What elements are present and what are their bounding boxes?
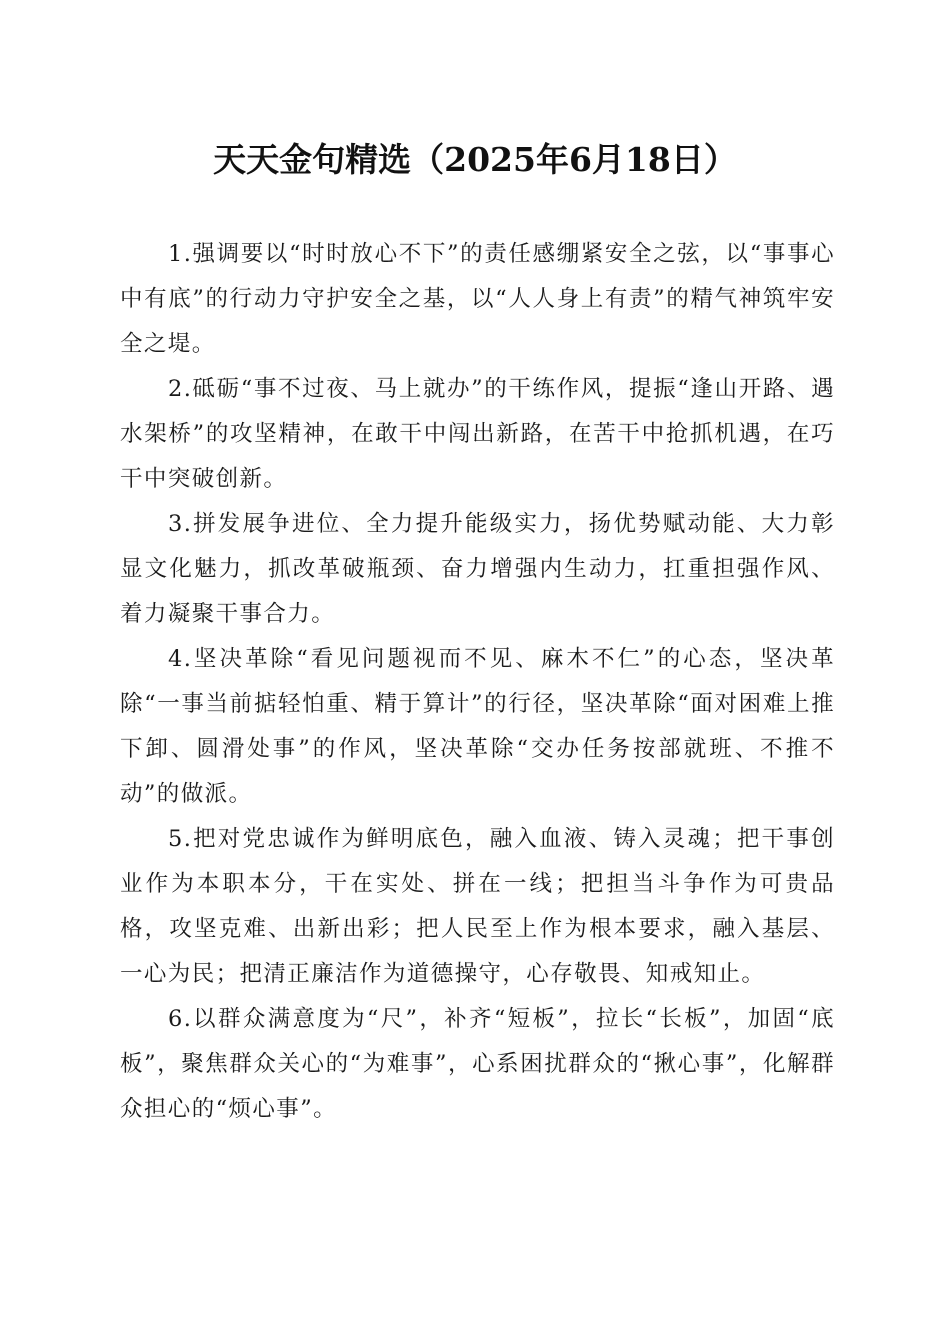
paragraph-5: 5.把对党忠诚作为鲜明底色，融入血液、铸入灵魂；把干事创业作为本职本分，干在实处、拼在一线；把担当斗争作为可贵品格，攻坚克难、出新出彩；把人民至上作为根本要求，融入基层、一心为民；把清正廉洁作为道德操守，心存敬畏、知戒知止。 <box>120 826 835 987</box>
paragraph-6: 6.以群众满意度为“尺”，补齐“短板”，拉长“长板”，加固“底板”，聚焦群众关心的“为难事”，心系困扰群众的“揪心事”，化解群众担心的“烦心事”。 <box>120 1006 835 1122</box>
page-title: 天天金句精选（2025年6月18日） <box>213 140 737 179</box>
document-body <box>120 232 835 1132</box>
paragraph-2: 2.砥砺“事不过夜、马上就办”的干练作风，提振“逢山开路、遇水架桥”的攻坚精神，在敢干中闯出新路，在苦干中抢抓机遇，在巧干中突破创新。 <box>120 376 835 492</box>
paragraph-1: 1.强调要以“时时放心不下”的责任感绷紧安全之弦，以“事事心中有底”的行动力守护安全之基，以“人人身上有责”的精气神筑牢安全之堤。 <box>120 241 835 357</box>
paragraph-3: 3.拼发展争进位、全力提升能级实力，扬优势赋动能、大力彰显文化魅力，抓改革破瓶颈、奋力增强内生动力，扛重担强作风、着力凝聚干事合力。 <box>120 511 835 627</box>
paragraph-4: 4.坚决革除“看见问题视而不见、麻木不仁”的心态，坚决革除“一事当前掂轻怕重、精于算计”的行径，坚决革除“面对困难上推下卸、圆滑处事”的作风，坚决革除“交办任务按部就班、不推不动”的做派。 <box>120 646 835 807</box>
